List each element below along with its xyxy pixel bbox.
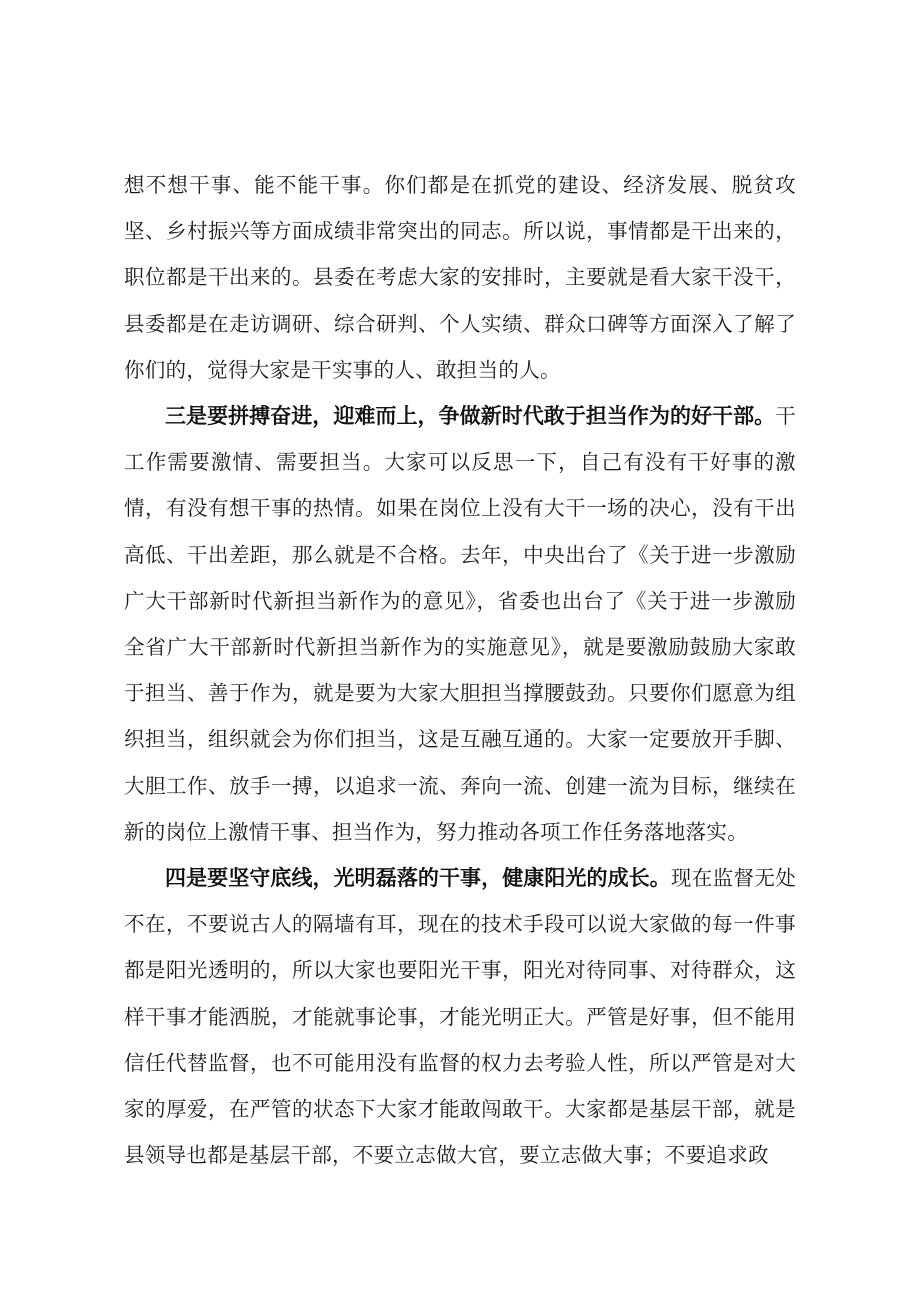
paragraph-body: 想不想干事、能不能干事。你们都是在抓党的建设、经济发展、脱贫攻坚、乡村振兴等方面成绩非常突出的同志。所以说，事情都是干出来的，职位都是干出来的。县委在考虑大家的安排时，主要就是看大家干没干，县委都是在走访调研、综合研判、个人实绩、群众口碑等方面深入了解了你们的，觉得大家是干实事的人、敢担当的人。 bbox=[124, 173, 796, 382]
paragraph-point-four bbox=[124, 855, 796, 1178]
paragraph-continued bbox=[124, 162, 796, 393]
paragraph-body: 现在监督无处不在，不要说古人的隔墙有耳，现在的技术手段可以说大家做的每一件事都是阳光透明的，所以大家也要阳光干事，阳光对待同事、对待群众，这样干事才能洒脱，才能就事论事，才能光明正大。严管是好事，但不能用信任代替监督，也不可能用没有监督的权力去考验人性，所以严管是对大家的厚爱，在严管的状态下大家才能敢闯敢干。大家都是基层干部，就是县领导也都是基层干部，不要立志做大官，要立志做大事；不要追求政 bbox=[124, 866, 796, 1168]
paragraph-heading: 四是要坚守底线，光明磊落的干事，健康阳光的成长。 bbox=[165, 866, 671, 890]
paragraph-heading: 三是要拼搏奋进，迎难而上，争做新时代敢于担当作为的好干部。 bbox=[165, 404, 776, 428]
paragraph-point-three bbox=[124, 393, 796, 855]
paragraph-body: 干工作需要激情、需要担当。大家可以反思一下，自己有没有干好事的激情，有没有想干事的热情。如果在岗位上没有大干一场的决心，没有干出高低、干出差距，那么就是不合格。去年，中央出台了《关于进一步激励广大干部新时代新担当新作为的意见》，省委也出台了《关于进一步激励全省广大干部新时代新担当新作为的实施意见》，就是要激励鼓励大家敢于担当、善于作为，就是要为大家大胆担当撑腰鼓劲。只要你们愿意为组织担当，组织就会为你们担当，这是互融互通的。大家一定要放开手脚、大胆工作、放手一搏，以追求一流、奔向一流、创建一流为目标，继续在新的岗位上激情干事、担当作为，努力推动各项工作任务落地落实。 bbox=[124, 404, 796, 844]
